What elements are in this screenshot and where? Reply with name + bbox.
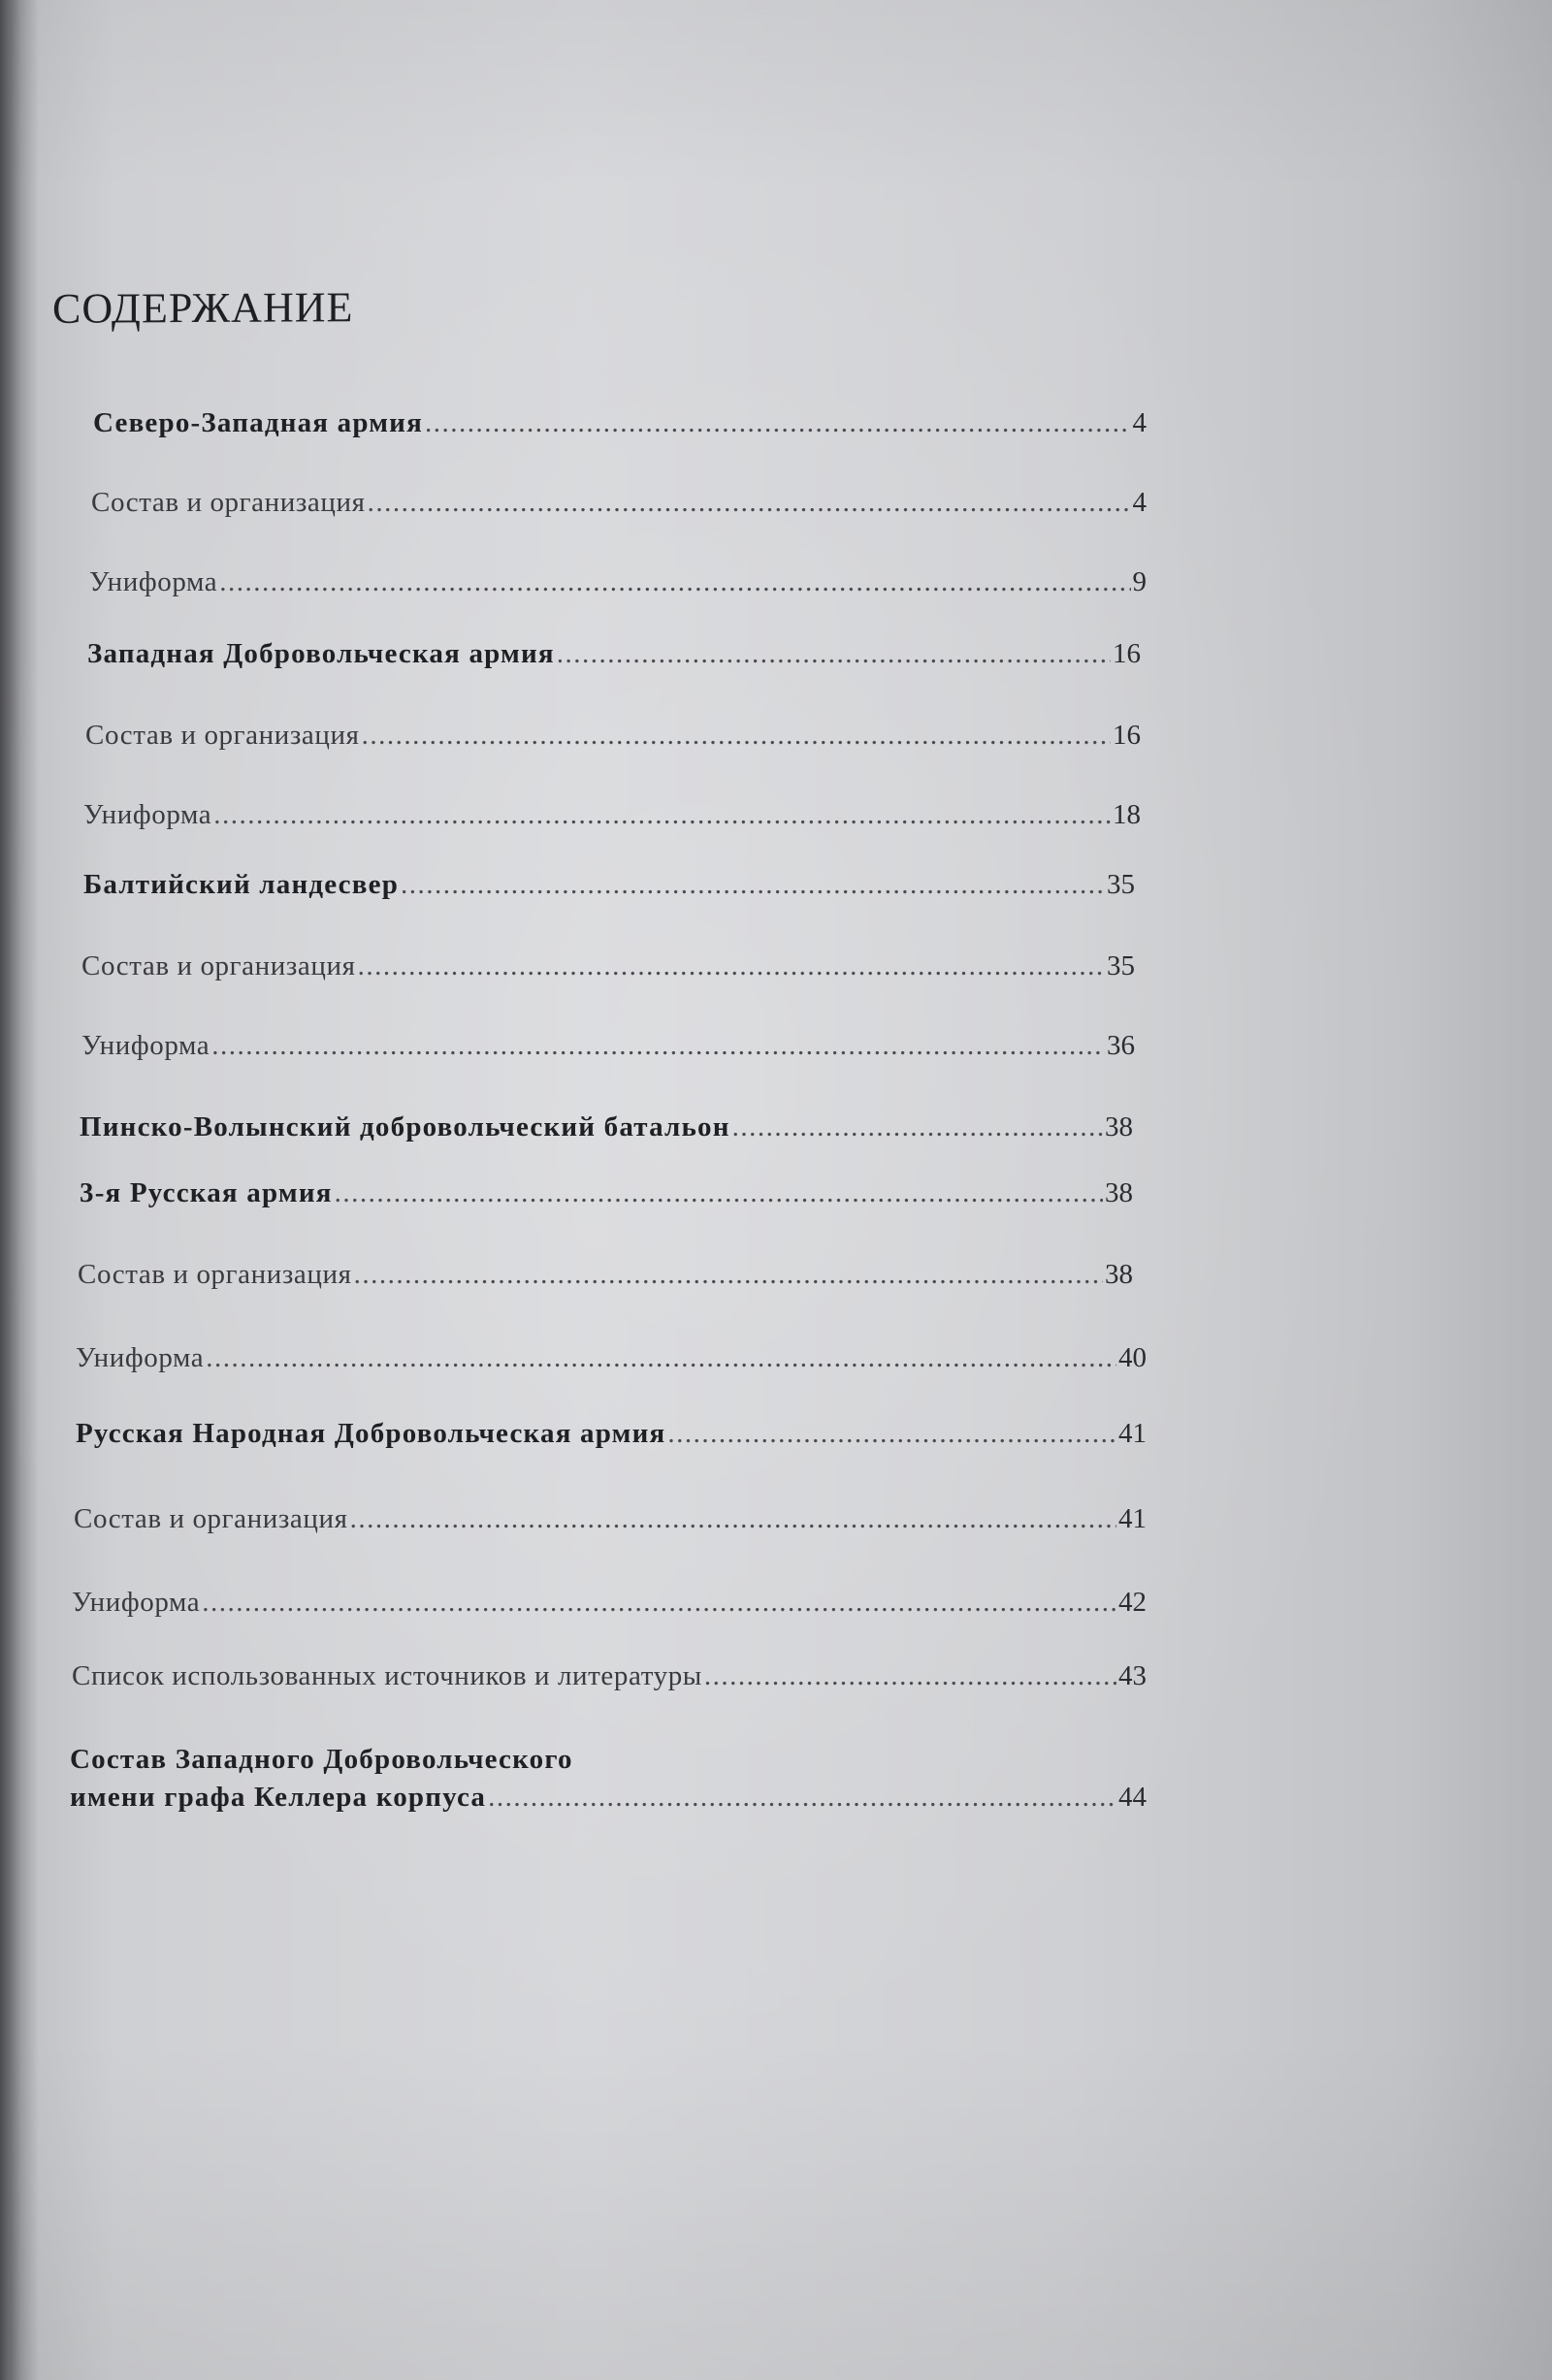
toc-entry-label: Состав и организация — [78, 1259, 352, 1290]
dot-leader — [425, 407, 1131, 439]
toc-entry-label: Западная Добровольческая армия — [87, 638, 555, 669]
toc-entry-page: 38 — [1105, 1177, 1133, 1208]
toc-entry-page: 42 — [1118, 1587, 1147, 1618]
dot-leader — [704, 1660, 1116, 1692]
toc-entry-subsection — [72, 1587, 1147, 1619]
toc-entry-subsection — [81, 950, 1135, 982]
dot-leader — [350, 1503, 1116, 1535]
table-of-contents — [10, 0, 1552, 2380]
toc-entry-label: Русская Народная Добровольческая армия — [76, 1418, 666, 1449]
toc-entry-subsection — [74, 1503, 1147, 1535]
toc-entry-label: Состав и организация — [74, 1503, 348, 1534]
toc-entry-subsection — [72, 1660, 1147, 1692]
dot-leader — [358, 950, 1105, 982]
toc-entry-page: 16 — [1113, 638, 1141, 669]
dot-leader — [211, 1030, 1105, 1062]
toc-title: СОДЕРЖАНИЕ — [52, 283, 354, 333]
toc-entry-label-line2: имени графа Келлера корпуса — [70, 1782, 487, 1813]
toc-entry-subsection — [83, 799, 1141, 831]
toc-entry-page: 9 — [1132, 566, 1147, 597]
toc-entry-page: 44 — [1118, 1782, 1147, 1813]
dot-leader — [213, 799, 1111, 831]
toc-entry-page: 16 — [1113, 720, 1141, 751]
toc-entry-label: Пинско-Волынский добровольческий батальон — [80, 1111, 730, 1142]
toc-entry-label: Униформа — [72, 1587, 201, 1618]
toc-entry-label: Список использованных источников и литературы — [72, 1660, 702, 1691]
toc-entry-page: 35 — [1107, 869, 1135, 900]
toc-entry-label: 3-я Русская армия — [80, 1177, 333, 1208]
toc-entry-section — [80, 1177, 1133, 1209]
toc-entry-subsection — [85, 720, 1141, 752]
dot-leader — [401, 869, 1105, 901]
toc-entry-section — [76, 1418, 1147, 1450]
dot-leader — [368, 487, 1131, 519]
toc-entry-page: 41 — [1118, 1503, 1147, 1534]
dot-leader — [732, 1111, 1103, 1143]
toc-entry-subsection — [81, 1030, 1135, 1062]
toc-entry-section-multiline — [70, 1744, 1147, 1814]
toc-entry-subsection — [76, 1342, 1147, 1374]
toc-entry-label: Униформа — [81, 1030, 210, 1061]
toc-entry-page: 41 — [1118, 1418, 1147, 1449]
dot-leader — [335, 1177, 1103, 1209]
toc-entry-page: 4 — [1132, 407, 1147, 438]
toc-entry-label: Состав и организация — [91, 487, 366, 518]
toc-entry-label: Униформа — [83, 799, 212, 830]
dot-leader — [219, 566, 1130, 598]
toc-entry-page: 18 — [1113, 799, 1141, 830]
toc-entry-page: 36 — [1107, 1030, 1135, 1061]
toc-entry-page: 38 — [1105, 1111, 1133, 1142]
dot-leader — [206, 1342, 1116, 1374]
toc-entry-page: 4 — [1132, 487, 1147, 518]
toc-entry-label: Униформа — [76, 1342, 205, 1373]
toc-entry-page: 38 — [1105, 1259, 1133, 1290]
toc-entry-subsection — [91, 487, 1147, 519]
dot-leader — [488, 1782, 1116, 1814]
toc-entry-section — [83, 869, 1135, 901]
toc-entry-label-line1: Состав Западного Добровольческого — [70, 1744, 573, 1775]
dot-leader — [667, 1418, 1116, 1450]
toc-entry-label: Северо-Западная армия — [93, 407, 423, 438]
toc-entry-subsection — [78, 1259, 1133, 1291]
dot-leader — [362, 720, 1111, 752]
toc-entry-label: Униформа — [89, 566, 218, 597]
toc-entry-line2 — [70, 1782, 1147, 1814]
toc-entry-page: 35 — [1107, 950, 1135, 981]
toc-entry-subsection — [89, 566, 1147, 598]
toc-entry-label: Балтийский ландесвер — [83, 869, 400, 900]
dot-leader — [557, 638, 1111, 670]
book-page — [10, 0, 1552, 2380]
dot-leader — [354, 1259, 1103, 1291]
toc-entry-section — [80, 1111, 1133, 1143]
toc-entry-page: 43 — [1118, 1660, 1147, 1691]
toc-entry-label: Состав и организация — [85, 720, 360, 751]
toc-entry-section — [87, 638, 1141, 670]
toc-entry-label: Состав и организация — [81, 950, 356, 981]
toc-entry-page: 40 — [1118, 1342, 1147, 1373]
dot-leader — [202, 1587, 1116, 1619]
toc-entry-section — [93, 407, 1147, 439]
